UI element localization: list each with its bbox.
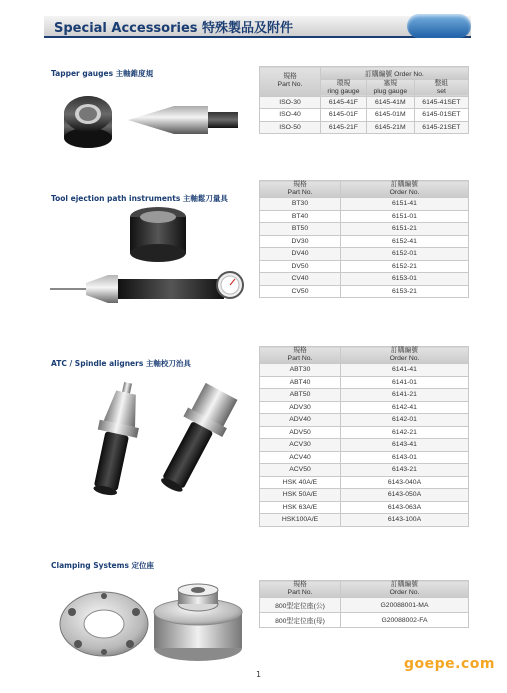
atc-aligners-image — [78, 380, 243, 510]
header-set-cn: 整組 — [434, 79, 449, 87]
clamping-systems-image — [58, 578, 248, 664]
cell-order: 6143-01 — [341, 451, 469, 464]
cell-part: CV40 — [260, 273, 341, 286]
cell-order: 6151-41 — [341, 198, 469, 211]
atc-aligners-table — [259, 346, 469, 527]
table-row — [260, 376, 469, 389]
cell-plug: 6145-41M — [366, 96, 414, 109]
cell-order: 6151-01 — [341, 210, 469, 223]
header-part — [260, 581, 341, 598]
cell-part: ADV40 — [260, 414, 341, 427]
cell-part: BT40 — [260, 210, 341, 223]
cell-part: ISO-50 — [260, 121, 321, 134]
table-row — [260, 501, 469, 514]
cell-part: ABT50 — [260, 389, 341, 402]
header-part — [260, 347, 341, 364]
header-part-cn: 規格 — [293, 581, 307, 588]
cell-order: 6143-100A — [341, 514, 469, 527]
page-title: Special Accessories 特殊製品及附件 — [54, 21, 294, 36]
header-part-cn: 規格 — [293, 347, 307, 354]
cell-part: DV50 — [260, 260, 341, 273]
section-title-tool-ejection: Tool ejection path instruments 主軸鬆刀量具 — [51, 194, 228, 203]
header-plug-en: plug gauge — [373, 87, 408, 95]
cell-part: ABT40 — [260, 376, 341, 389]
cell-set: 6145-41SET — [414, 96, 468, 109]
table-row — [260, 489, 469, 502]
header-set — [414, 79, 468, 96]
table-row — [260, 451, 469, 464]
table-row — [260, 514, 469, 527]
table-row — [260, 109, 469, 122]
table-row — [260, 96, 469, 109]
table-row — [260, 273, 469, 286]
cell-part: DV40 — [260, 248, 341, 261]
clamping-systems-table — [259, 580, 469, 628]
table-row — [260, 235, 469, 248]
header-order-cn: 訂購編號 — [390, 181, 419, 188]
page-header — [44, 14, 471, 38]
cell-order: 6143-040A — [341, 476, 469, 489]
cell-set: 6145-01SET — [414, 109, 468, 122]
table-row — [260, 210, 469, 223]
table-row — [260, 598, 469, 613]
table-row — [260, 364, 469, 377]
cell-order: 6141-41 — [341, 364, 469, 377]
cell-part: ADV30 — [260, 401, 341, 414]
cell-set: 6145-21SET — [414, 121, 468, 134]
header-part-cn: 規格 — [293, 181, 307, 188]
header-part-en: Part No. — [287, 189, 313, 196]
table-row — [260, 426, 469, 439]
tapper-gauges-table — [259, 66, 469, 134]
header-set-en: set — [436, 87, 446, 95]
cell-part: ISO-40 — [260, 109, 321, 122]
cell-order: 6153-01 — [341, 273, 469, 286]
header-ring-cn: 環規 — [336, 79, 351, 87]
header-order — [341, 181, 469, 198]
cell-part: 800型定位座(公) — [260, 598, 341, 613]
cell-part: ISO-30 — [260, 96, 321, 109]
cell-part: 800型定位座(母) — [260, 613, 341, 628]
page-number: 1 — [256, 670, 262, 679]
header-order-cn: 訂購編號 — [390, 347, 419, 354]
cell-order: 6152-21 — [341, 260, 469, 273]
tapper-gauges-image — [56, 84, 246, 154]
header-order-cn: 訂購編號 — [390, 581, 419, 588]
cell-part: ACV40 — [260, 451, 341, 464]
cell-part: ACV50 — [260, 464, 341, 477]
cell-part: HSK 50A/E — [260, 489, 341, 502]
cell-part: HSK100A/E — [260, 514, 341, 527]
cell-order: 6153-21 — [341, 285, 469, 298]
table-row — [260, 285, 469, 298]
cell-plug: 6145-21M — [366, 121, 414, 134]
cell-part: ABT30 — [260, 364, 341, 377]
cell-order: 6143-063A — [341, 501, 469, 514]
cell-order: 6142-21 — [341, 426, 469, 439]
table-row — [260, 223, 469, 236]
cell-order: 6152-41 — [341, 235, 469, 248]
cell-order: 6143-050A — [341, 489, 469, 502]
header-ring-en: ring gauge — [327, 87, 360, 95]
table-row — [260, 613, 469, 628]
header-order-en: Order No. — [389, 189, 420, 196]
section-title-atc-aligners: ATC / Spindle aligners 主軸校刀治具 — [51, 359, 191, 368]
cell-order: G20088002-FA — [341, 613, 469, 628]
cell-order: 6141-21 — [341, 389, 469, 402]
cell-plug: 6145-01M — [366, 109, 414, 122]
header-part — [260, 67, 321, 97]
cell-ring: 6145-41F — [321, 96, 367, 109]
table-row — [260, 198, 469, 211]
table-row — [260, 389, 469, 402]
tool-ejection-image — [46, 205, 246, 313]
cell-order: 6151-21 — [341, 223, 469, 236]
header-order-en: Order No. — [389, 589, 420, 596]
table-row — [260, 439, 469, 452]
table-row — [260, 248, 469, 261]
table-row — [260, 464, 469, 477]
header-order — [341, 347, 469, 364]
table-row — [260, 121, 469, 134]
table-row — [260, 414, 469, 427]
cell-order: 6141-01 — [341, 376, 469, 389]
cell-ring: 6145-01F — [321, 109, 367, 122]
cell-order: 6152-01 — [341, 248, 469, 261]
header-order-en: Order No. — [389, 355, 420, 362]
header-decoration — [407, 14, 471, 38]
cell-order: 6142-01 — [341, 414, 469, 427]
cell-part: DV30 — [260, 235, 341, 248]
header-order — [341, 581, 469, 598]
watermark: goepe.com — [404, 656, 495, 672]
cell-order: 6143-21 — [341, 464, 469, 477]
header-part-en: Part No. — [287, 589, 313, 596]
cell-part: BT50 — [260, 223, 341, 236]
cell-order: G20088001-MA — [341, 598, 469, 613]
cell-order: 6143-41 — [341, 439, 469, 452]
header-part-cn: 規格 — [283, 73, 297, 81]
cell-part: HSK 40A/E — [260, 476, 341, 489]
header-plug — [366, 79, 414, 96]
cell-part: ACV30 — [260, 439, 341, 452]
header-plug-cn: 塞規 — [383, 79, 398, 87]
cell-ring: 6145-21F — [321, 121, 367, 134]
cell-part: HSK 63A/E — [260, 501, 341, 514]
cell-order: 6142-41 — [341, 401, 469, 414]
cell-part: BT30 — [260, 198, 341, 211]
table-row — [260, 401, 469, 414]
tool-ejection-table — [259, 180, 469, 298]
header-order: 訂購編號 Order No. — [321, 67, 469, 80]
table-row — [260, 260, 469, 273]
section-title-tapper-gauges: Tapper gauges 主軸錐度規 — [51, 69, 154, 78]
cell-part: ADV50 — [260, 426, 341, 439]
section-title-clamping: Clamping Systems 定位座 — [51, 561, 155, 570]
header-part-en: Part No. — [287, 355, 313, 362]
cell-part: CV50 — [260, 285, 341, 298]
header-part — [260, 181, 341, 198]
header-ring — [321, 79, 367, 96]
header-part-en: Part No. — [277, 81, 303, 89]
table-row — [260, 476, 469, 489]
